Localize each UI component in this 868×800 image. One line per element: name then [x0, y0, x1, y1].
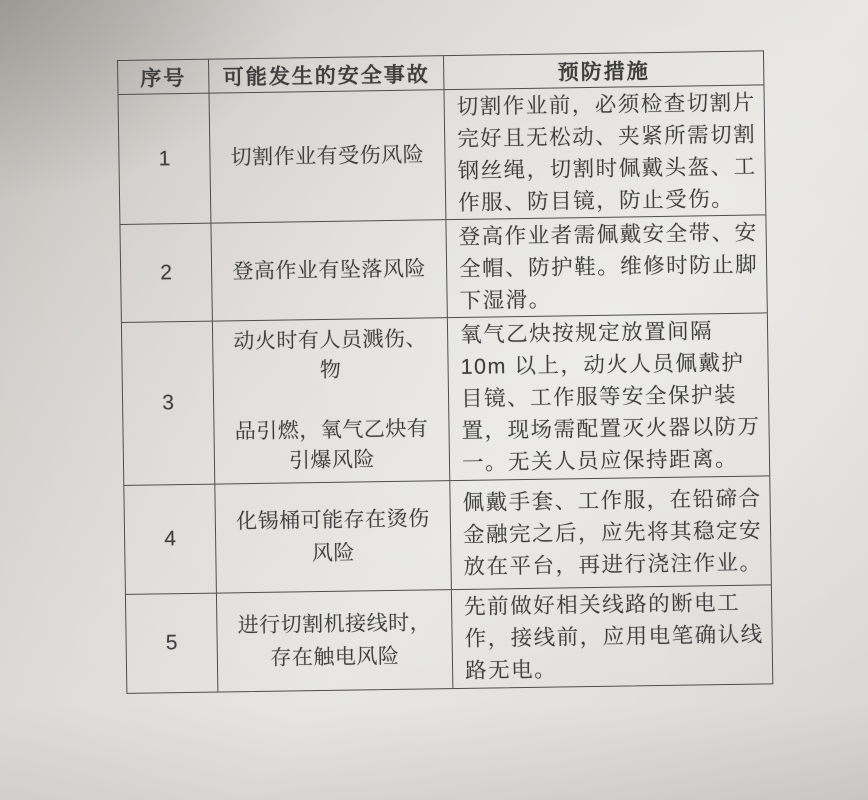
header-cell-measures: 预防措施 — [444, 51, 763, 90]
incident-cell: 切割作业有受伤风险 — [210, 90, 447, 223]
measures-cell: 氧气乙炔按规定放置间隔 10m 以上，动火人员佩戴护 目镜、工作服等安全保护装 置，现场需配置灭火器以防万 一。无关人员应保持距离。 — [448, 313, 769, 481]
measures-cell: 先前做好相关线路的断电工 作，接线前，应用电笔确认线 路无电。 — [463, 590, 764, 683]
header-cell-serial: 序号 — [118, 60, 209, 95]
measures-cell: 佩戴手套、工作服，在铅碲合 金融完之后，应先将其稳定安 放在平台，再进行浇注作业。 — [450, 476, 771, 590]
incident-cell: 进行切割机接线时， 存在触电风险 — [217, 590, 453, 691]
incident-cell: 化锡桶可能存在烫伤 风险 — [215, 481, 452, 593]
serial-cell: 4 — [124, 485, 217, 595]
serial-cell: 2 — [120, 224, 212, 323]
measures-cell: 登高作业者需佩戴安全带、安 全帽、防护鞋。维修时防止脚 下湿滑。 — [446, 215, 766, 318]
incident-cell: 登高作业有坠落风险 — [211, 220, 447, 321]
measures-cell: 切割作业前，必须检查切割片 完好且无松动、夹紧所需切割 钢丝绳，切割时佩戴头盔、工 作服、防目镜，防止受伤。 — [444, 85, 765, 220]
header-cell-incident: 可能发生的安全事故 — [209, 56, 444, 93]
serial-cell: 1 — [119, 94, 212, 225]
serial-cell: 3 — [122, 322, 215, 486]
safety-risk-table — [117, 50, 773, 694]
serial-cell: 5 — [126, 594, 218, 693]
incident-cell: 动火时有人员溅伤、 物 品引燃，氧气乙炔有 引爆风险 — [213, 318, 450, 484]
